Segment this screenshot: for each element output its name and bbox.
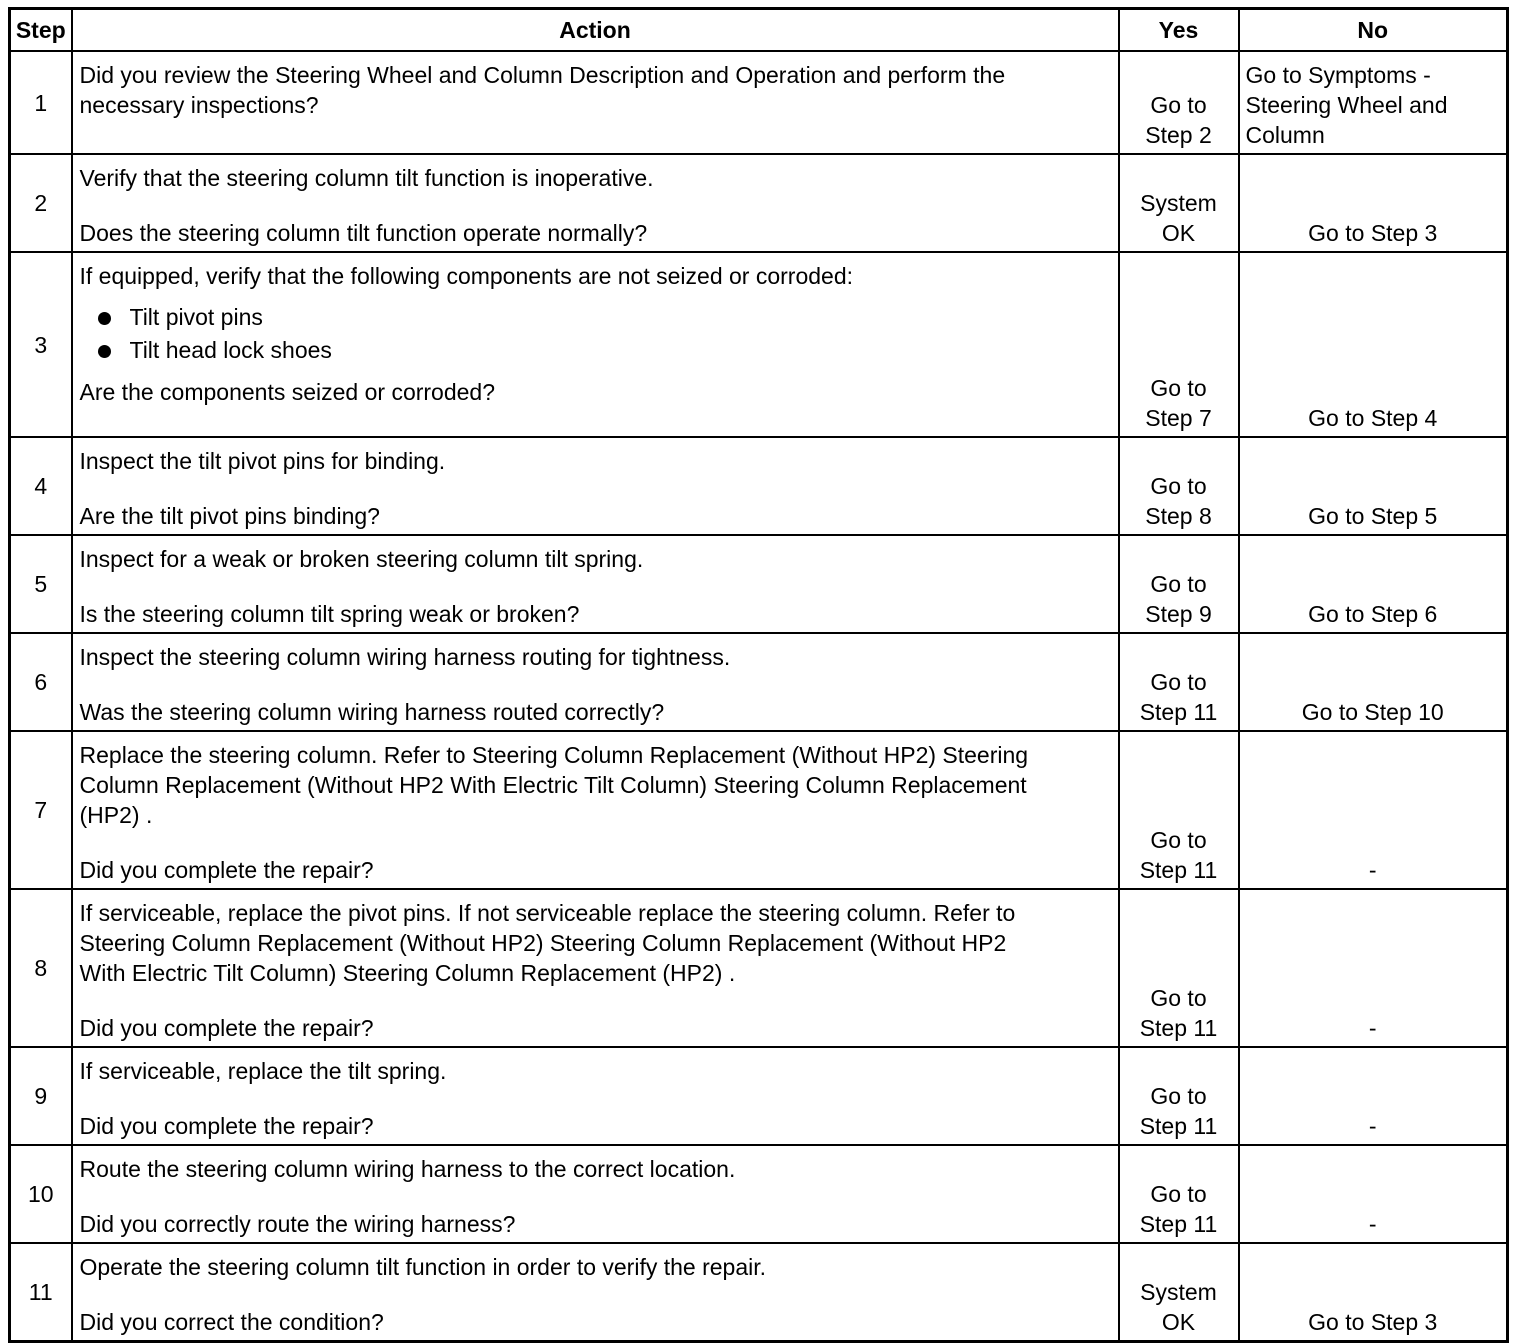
step-number: 8 [10,889,72,1047]
table-row [10,731,1508,889]
table-row [10,252,1508,437]
header-yes: Yes [1119,9,1239,52]
no-text: - [1368,1015,1377,1041]
no-cell [1239,1243,1508,1342]
no-cell [1239,633,1508,731]
step-number: 11 [10,1243,72,1342]
yes-text: Go to [1150,827,1207,853]
action-question: Does the steering column tilt function operate normally? [79,220,648,246]
action-question: Is the steering column tilt spring weak or broken? [79,601,580,627]
action-cell [72,252,1119,437]
table-row [10,535,1508,633]
spacer [80,1184,1112,1209]
yes-cell [1119,1243,1239,1342]
yes-text: Step 11 [1139,1113,1218,1139]
yes-text: Step 9 [1145,601,1212,627]
step-number: 7 [10,731,72,889]
header-row [10,9,1508,52]
spacer [80,476,1112,501]
action-question: Did you complete the repair? [79,857,374,883]
yes-text: System [1140,1279,1217,1305]
yes-text: Step 7 [1145,405,1212,431]
action-text: Replace the steering column. Refer to Steering Column Replacement (Without HP2) Steering [79,742,1029,768]
no-text: - [1368,857,1377,883]
spacer [80,830,1112,855]
header-action: Action [72,9,1119,52]
spacer [80,1282,1112,1307]
no-text: Go to Step 5 [1308,503,1438,529]
action-cell [72,51,1119,154]
list-item-text: Tilt pivot pins [129,304,263,330]
yes-text: Step 2 [1145,122,1212,148]
no-text: Go to Step 3 [1308,1309,1438,1335]
action-cell [72,437,1119,535]
no-cell [1239,1047,1508,1145]
action-cell [72,1243,1119,1342]
table-row [10,154,1508,252]
yes-cell [1119,252,1239,437]
step-number: 6 [10,633,72,731]
yes-cell [1119,889,1239,1047]
bullet-icon [98,345,111,358]
action-text: Steering Column Replacement (Without HP2) Steering Column Replacement (Without HP2 [79,930,1007,956]
header-step: Step [10,9,72,52]
spacer [80,1086,1112,1111]
yes-text: Go to [1150,375,1207,401]
action-question: Did you correct the condition? [79,1309,384,1335]
yes-text: Step 11 [1139,1015,1218,1041]
action-text: Inspect the steering column wiring harness routing for tightness. [79,644,731,670]
step-number: 10 [10,1145,72,1243]
action-cell [72,889,1119,1047]
yes-cell [1119,51,1239,154]
action-question: Did you complete the repair? [79,1015,374,1041]
action-text: Inspect for a weak or broken steering column tilt spring. [79,546,644,572]
no-text: Go to Symptoms - [1245,62,1431,88]
no-text: Go to Step 10 [1301,699,1444,725]
no-cell [1239,437,1508,535]
yes-cell [1119,1047,1239,1145]
no-text: - [1368,1211,1377,1237]
yes-cell [1119,437,1239,535]
yes-text: Go to [1150,92,1207,118]
no-text: - [1368,1113,1377,1139]
action-cell [72,1047,1119,1145]
yes-cell [1119,154,1239,252]
table-row [10,633,1508,731]
spacer [80,193,1112,218]
yes-text: Go to [1150,985,1207,1011]
spacer [80,574,1112,599]
action-text: Verify that the steering column tilt function is inoperative. [79,165,654,191]
action-question: Did you complete the repair? [79,1113,374,1139]
action-text: With Electric Tilt Column) Steering Column Replacement (HP2) . [79,960,736,986]
no-cell [1239,535,1508,633]
action-question: Did you correctly route the wiring harness? [79,1211,516,1237]
yes-text: OK [1161,1309,1196,1335]
action-text: If serviceable, replace the pivot pins. If not serviceable replace the steering column. Refer to [79,900,1016,926]
no-cell [1239,252,1508,437]
step-number: 2 [10,154,72,252]
step-number: 4 [10,437,72,535]
step-number: 5 [10,535,72,633]
yes-text: Go to [1150,1181,1207,1207]
table-row [10,437,1508,535]
yes-text: Go to [1150,669,1207,695]
no-cell [1239,51,1508,154]
step-number: 1 [10,51,72,154]
action-cell [72,154,1119,252]
no-text: Go to Step 4 [1308,405,1438,431]
action-text: If serviceable, replace the tilt spring. [79,1058,447,1084]
action-cell [72,731,1119,889]
table-row [10,1145,1508,1243]
yes-text: Step 11 [1139,1211,1218,1237]
action-cell [72,1145,1119,1243]
table-row [10,51,1508,154]
yes-cell [1119,633,1239,731]
header-no: No [1239,9,1508,52]
step-number: 9 [10,1047,72,1145]
action-question: Are the components seized or corroded? [79,379,496,405]
table-row [10,889,1508,1047]
no-text: Go to Step 3 [1308,220,1438,246]
list-item-text: Tilt head lock shoes [129,337,332,363]
action-text: If equipped, verify that the following components are not seized or corroded: [79,263,854,289]
yes-text: Step 11 [1139,857,1218,883]
yes-text: Step 11 [1139,699,1218,725]
no-text: Column [1245,122,1325,148]
action-cell [72,535,1119,633]
action-text: Did you review the Steering Wheel and Column Description and Operation and perform the necessary inspections? [79,62,1006,118]
yes-text: Step 8 [1145,503,1212,529]
table-row [10,1243,1508,1342]
yes-cell [1119,731,1239,889]
no-cell [1239,154,1508,252]
action-text: Inspect the tilt pivot pins for binding. [79,448,446,474]
list-item [98,334,1112,367]
action-text: Operate the steering column tilt function in order to verify the repair. [79,1254,767,1280]
yes-cell [1119,1145,1239,1243]
action-text: Column Replacement (Without HP2 With Electric Tilt Column) Steering Column Replacement [79,772,1027,798]
action-cell [72,633,1119,731]
yes-text: System [1140,190,1217,216]
yes-text: Go to [1150,1083,1207,1109]
bullet-icon [98,312,111,325]
component-list [80,301,1112,367]
diagnostic-table [8,7,1509,1343]
no-cell [1239,1145,1508,1243]
action-question: Was the steering column wiring harness routed correctly? [79,699,665,725]
yes-text: Go to [1150,571,1207,597]
no-cell [1239,889,1508,1047]
no-text: Steering Wheel and [1245,92,1448,118]
spacer [80,672,1112,697]
yes-cell [1119,535,1239,633]
no-text: Go to Step 6 [1308,601,1438,627]
list-item [98,301,1112,334]
action-question: Are the tilt pivot pins binding? [79,503,380,529]
yes-text: OK [1161,220,1196,246]
action-text: (HP2) . [79,802,153,828]
table-row [10,1047,1508,1145]
no-cell [1239,731,1508,889]
spacer [80,988,1112,1013]
action-text: Route the steering column wiring harness to the correct location. [79,1156,736,1182]
step-number: 3 [10,252,72,437]
yes-text: Go to [1150,473,1207,499]
